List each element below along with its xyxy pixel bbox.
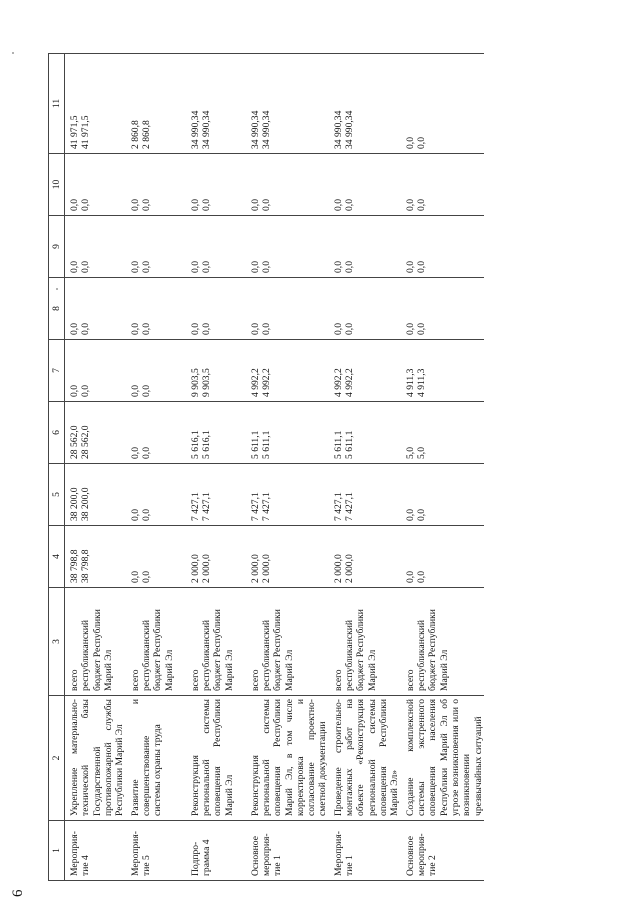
value-cell-col-5 — [329, 464, 401, 526]
value-republic-budget: 0,0 — [415, 199, 427, 211]
value-republic-budget: 0,0 — [80, 385, 92, 397]
funding-source-line: республиканский — [260, 619, 272, 691]
table-row — [126, 54, 186, 881]
value-cell-col-8 — [126, 278, 186, 340]
value-total: 5 611,1 — [249, 430, 261, 459]
table-body — [65, 54, 484, 881]
table-row — [246, 54, 329, 881]
value-total: 0,0 — [129, 509, 141, 521]
value-republic-budget: 0,0 — [415, 323, 427, 335]
value-total: 4 992,2 — [332, 368, 344, 397]
funding-source-line: республиканский — [200, 619, 212, 691]
value-cell-col-11 — [401, 54, 484, 154]
value-total: 0,0 — [129, 447, 141, 459]
value-total: 0,0 — [332, 199, 344, 211]
value-republic-budget: 0,0 — [415, 571, 427, 583]
value-total: 34 990,34 — [189, 110, 201, 149]
table-row — [329, 54, 401, 881]
value-cell-col-10 — [126, 154, 186, 216]
table-row — [186, 54, 246, 881]
funding-source-line: всего — [189, 669, 201, 691]
value-cell-col-10 — [329, 154, 401, 216]
value-cell-col-5 — [65, 464, 126, 526]
funding-source-line: республиканский — [140, 619, 152, 691]
value-total: 0,0 — [249, 199, 261, 211]
value-cell-col-7 — [246, 340, 329, 402]
value-total: 0,0 — [332, 323, 344, 335]
column-header-2: 2 — [49, 696, 65, 821]
column-header-8: 8 — [49, 278, 65, 340]
value-republic-budget: 41 971,5 — [80, 115, 92, 149]
value-cell-col-4 — [246, 526, 329, 588]
value-cell-col-4 — [329, 526, 401, 588]
value-cell-col-10 — [186, 154, 246, 216]
value-republic-budget: 28 562,0 — [80, 425, 92, 459]
value-cell-col-8 — [329, 278, 401, 340]
value-total: 41 971,5 — [69, 115, 80, 149]
value-total: 2 000,0 — [249, 554, 261, 583]
value-republic-budget: 0,0 — [260, 261, 272, 273]
value-republic-budget: 0,0 — [200, 261, 212, 273]
funding-source — [126, 588, 186, 696]
value-cell-col-6 — [186, 402, 246, 464]
value-total: 0,0 — [404, 323, 416, 335]
value-total: 7 427,1 — [332, 492, 344, 521]
value-total: 0,0 — [129, 385, 141, 397]
value-total: 0,0 — [404, 199, 416, 211]
value-cell-col-5 — [186, 464, 246, 526]
value-republic-budget: 4 911,3 — [415, 368, 427, 397]
value-republic-budget: 0,0 — [415, 137, 427, 149]
value-republic-budget: 5 611,1 — [344, 430, 356, 459]
column-header-11: 11 — [49, 54, 65, 154]
funding-source-line: всего — [332, 669, 344, 691]
value-republic-budget: 38 200,0 — [80, 487, 92, 521]
value-cell-col-8 — [246, 278, 329, 340]
row-code: Мероприя-тие 5 — [126, 821, 186, 881]
value-total: 0,0 — [69, 323, 80, 335]
value-cell-col-11 — [246, 54, 329, 154]
budget-table — [48, 53, 484, 881]
value-republic-budget: 2 000,0 — [260, 554, 272, 583]
page-number: 6 — [10, 889, 26, 897]
funding-source-line: республиканский — [80, 619, 92, 691]
value-total: 0,0 — [189, 261, 201, 273]
column-header-4: 4 — [49, 526, 65, 588]
scan-speck — [12, 52, 14, 54]
row-code: Основное мероприя-тие 2 — [401, 821, 484, 881]
value-total: 0,0 — [129, 261, 141, 273]
funding-source — [65, 588, 126, 696]
scan-speck — [56, 288, 58, 290]
value-republic-budget: 5 611,1 — [260, 430, 272, 459]
value-cell-col-10 — [65, 154, 126, 216]
value-total: 0,0 — [129, 323, 141, 335]
value-cell-col-11 — [65, 54, 126, 154]
value-republic-budget: 0,0 — [80, 261, 92, 273]
value-total: 0,0 — [189, 323, 201, 335]
value-cell-col-9 — [401, 216, 484, 278]
row-name: Развитие и совершенствование системы охраны труда — [126, 696, 186, 821]
value-cell-col-5 — [401, 464, 484, 526]
value-republic-budget: 2 000,0 — [344, 554, 356, 583]
value-total: 0,0 — [69, 385, 80, 397]
funding-source-line: бюджет Республики — [152, 609, 164, 691]
row-code: Мероприя-тие 4 — [65, 821, 126, 881]
value-republic-budget: 7 427,1 — [200, 492, 212, 521]
funding-source-line: республиканский — [344, 619, 356, 691]
value-cell-col-4 — [186, 526, 246, 588]
value-total: 0,0 — [249, 323, 261, 335]
value-total: 2 860,8 — [129, 120, 141, 149]
funding-source-line: Марий Эл — [283, 649, 295, 691]
value-republic-budget: 5 616,1 — [200, 430, 212, 459]
value-cell-col-4 — [65, 526, 126, 588]
funding-source-line: всего — [404, 669, 416, 691]
value-cell-col-9 — [246, 216, 329, 278]
value-republic-budget: 34 990,34 — [200, 110, 212, 149]
funding-source-line: всего — [129, 669, 141, 691]
value-republic-budget: 4 992,2 — [260, 368, 272, 397]
funding-source-line: бюджет Республики — [427, 609, 439, 691]
row-name: Создание комплексной системы экстренного оповещения населения Республики Марий Эл об угрозе возникновения или о возникновении чрезвычайных ситуаций — [401, 696, 484, 821]
value-republic-budget: 2 860,8 — [140, 120, 152, 149]
value-total: 38 798,8 — [69, 549, 80, 583]
value-total: 0,0 — [404, 261, 416, 273]
value-republic-budget: 0,0 — [140, 261, 152, 273]
value-total: 0,0 — [332, 261, 344, 273]
funding-source-line: Марий Эл — [366, 649, 378, 691]
value-cell-col-6 — [329, 402, 401, 464]
value-republic-budget: 0,0 — [200, 323, 212, 335]
value-republic-budget: 7 427,1 — [260, 492, 272, 521]
value-total: 0,0 — [189, 199, 201, 211]
value-cell-col-5 — [246, 464, 329, 526]
value-republic-budget: 0,0 — [415, 509, 427, 521]
table-row — [401, 54, 484, 881]
value-total: 2 000,0 — [332, 554, 344, 583]
row-code: Подпро-грамма 4 — [186, 821, 246, 881]
value-cell-col-8 — [401, 278, 484, 340]
value-cell-col-11 — [126, 54, 186, 154]
column-header-10: 10 — [49, 154, 65, 216]
funding-source — [186, 588, 246, 696]
value-republic-budget: 2 000,0 — [200, 554, 212, 583]
value-republic-budget: 5,0 — [415, 447, 427, 459]
value-total: 4 992,2 — [249, 368, 261, 397]
funding-source-line: бюджет Республики — [91, 609, 103, 691]
value-republic-budget: 0,0 — [200, 199, 212, 211]
value-republic-budget: 34 990,34 — [260, 110, 272, 149]
value-total: 5,0 — [404, 447, 416, 459]
column-header-7: 7 — [49, 340, 65, 402]
value-cell-col-7 — [401, 340, 484, 402]
value-republic-budget: 0,0 — [344, 323, 356, 335]
value-republic-budget: 0,0 — [260, 199, 272, 211]
value-cell-col-4 — [401, 526, 484, 588]
row-name: Укрепление материально-технической базы Государственной противопожарной службы Республики Марий Эл — [65, 696, 126, 821]
value-cell-col-6 — [126, 402, 186, 464]
value-cell-col-10 — [401, 154, 484, 216]
value-total: 5 611,1 — [332, 430, 344, 459]
value-cell-col-7 — [329, 340, 401, 402]
value-republic-budget: 34 990,34 — [344, 110, 356, 149]
value-republic-budget: 0,0 — [140, 447, 152, 459]
value-total: 0,0 — [404, 509, 416, 521]
funding-source-line: бюджет Республики — [212, 609, 224, 691]
row-name: Реконструкция региональной системы оповещения Республики Марий Эл — [186, 696, 246, 821]
value-total: 0,0 — [69, 261, 80, 273]
value-republic-budget: 0,0 — [140, 199, 152, 211]
value-republic-budget: 4 992,2 — [344, 368, 356, 397]
value-total: 4 911,3 — [404, 368, 416, 397]
value-cell-col-7 — [186, 340, 246, 402]
row-name: Реконструкция региональной системы оповещения Республики Марий Эл, в том числе корректировка и согласование проектно-сметной документации — [246, 696, 329, 821]
funding-source-line: Марий Эл — [102, 649, 114, 691]
value-cell-col-9 — [329, 216, 401, 278]
value-total: 34 990,34 — [332, 110, 344, 149]
column-header-9: 9 — [49, 216, 65, 278]
value-cell-col-9 — [186, 216, 246, 278]
value-cell-col-4 — [126, 526, 186, 588]
value-republic-budget: 9 903,5 — [200, 368, 212, 397]
value-cell-col-6 — [65, 402, 126, 464]
value-total: 28 562,0 — [69, 425, 80, 459]
value-cell-col-6 — [246, 402, 329, 464]
value-cell-col-7 — [65, 340, 126, 402]
funding-source-line: Марий Эл — [163, 649, 175, 691]
value-republic-budget: 38 798,8 — [80, 549, 92, 583]
funding-source — [329, 588, 401, 696]
funding-source-line: Марий Эл — [438, 649, 450, 691]
row-name: Проведение строительно-монтажных работ на объекте «Реконструкция региональной системы оповещения Республики Марий Эл» — [329, 696, 401, 821]
value-republic-budget: 0,0 — [260, 323, 272, 335]
funding-source-line: всего — [69, 669, 80, 691]
value-republic-budget: 0,0 — [344, 199, 356, 211]
column-header-1: 1 — [49, 821, 65, 881]
value-total: 0,0 — [129, 571, 141, 583]
value-cell-col-9 — [65, 216, 126, 278]
value-cell-col-10 — [246, 154, 329, 216]
value-republic-budget: 0,0 — [140, 323, 152, 335]
value-cell-col-6 — [401, 402, 484, 464]
value-total: 7 427,1 — [189, 492, 201, 521]
value-republic-budget: 0,0 — [80, 323, 92, 335]
value-cell-col-11 — [186, 54, 246, 154]
header-row — [49, 54, 65, 881]
value-total: 5 616,1 — [189, 430, 201, 459]
funding-source — [401, 588, 484, 696]
row-code: Мероприя-тие 1 — [329, 821, 401, 881]
value-total: 9 903,5 — [189, 368, 201, 397]
value-total: 0,0 — [249, 261, 261, 273]
value-cell-col-8 — [65, 278, 126, 340]
value-total: 0,0 — [129, 199, 141, 211]
funding-source-line: бюджет Республики — [272, 609, 284, 691]
value-republic-budget: 0,0 — [140, 385, 152, 397]
value-cell-col-8 — [186, 278, 246, 340]
value-republic-budget: 0,0 — [140, 509, 152, 521]
value-republic-budget: 0,0 — [80, 199, 92, 211]
funding-source-line: Марий Эл — [223, 649, 235, 691]
value-republic-budget: 0,0 — [140, 571, 152, 583]
column-header-5: 5 — [49, 464, 65, 526]
column-header-6: 6 — [49, 402, 65, 464]
value-total: 34 990,34 — [249, 110, 261, 149]
value-republic-budget: 0,0 — [415, 261, 427, 273]
value-total: 0,0 — [404, 571, 416, 583]
value-total: 0,0 — [69, 199, 80, 211]
funding-source — [246, 588, 329, 696]
value-total: 38 200,0 — [69, 487, 80, 521]
value-republic-budget: 7 427,1 — [344, 492, 356, 521]
value-total: 7 427,1 — [249, 492, 261, 521]
value-republic-budget: 0,0 — [344, 261, 356, 273]
value-cell-col-5 — [126, 464, 186, 526]
value-total: 2 000,0 — [189, 554, 201, 583]
funding-source-line: всего — [249, 669, 261, 691]
row-code: Основное мероприя-тие 1 — [246, 821, 329, 881]
value-cell-col-11 — [329, 54, 401, 154]
value-cell-col-7 — [126, 340, 186, 402]
table-row — [65, 54, 126, 881]
column-header-3: 3 — [49, 588, 65, 696]
value-total: 0,0 — [404, 137, 416, 149]
funding-source-line: республиканский — [415, 619, 427, 691]
value-cell-col-9 — [126, 216, 186, 278]
funding-source-line: бюджет Республики — [355, 609, 367, 691]
